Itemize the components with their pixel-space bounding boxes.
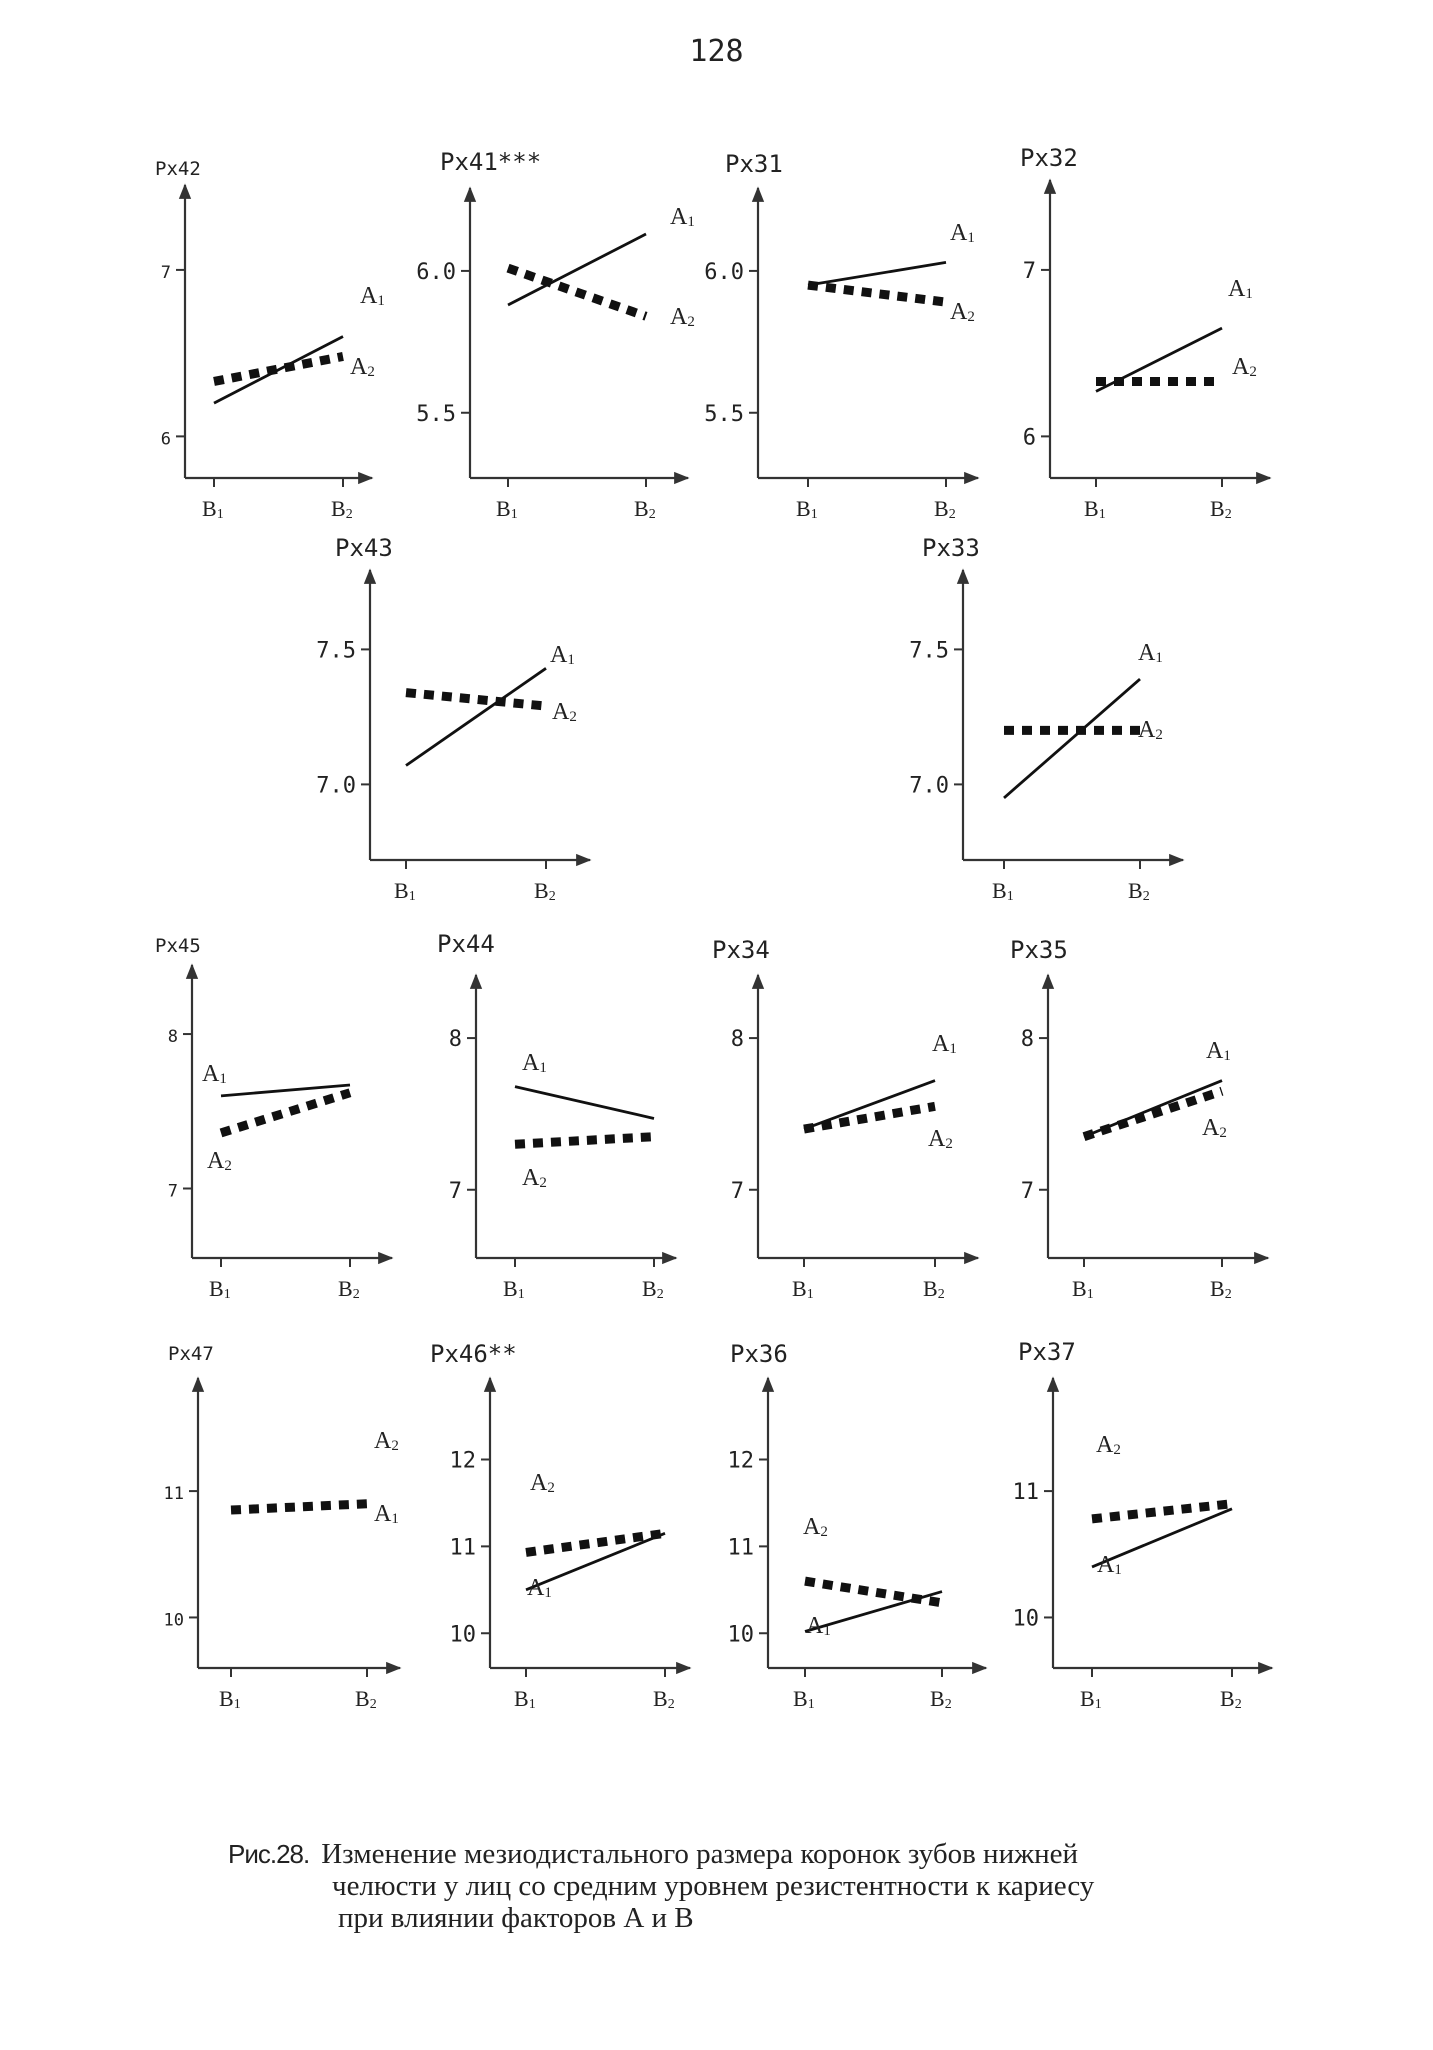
y-tick-label: 6.0	[704, 259, 744, 285]
series-label-a2: A2	[1138, 717, 1163, 743]
panel-title: Px45	[155, 935, 201, 957]
series-line-a2	[508, 268, 646, 316]
y-tick-label: 7	[1020, 1178, 1034, 1204]
series-label-a1: A1	[202, 1061, 227, 1087]
x-tick-label: B2	[338, 1276, 360, 1302]
y-tick-label: 10	[449, 1622, 476, 1648]
panel-title: Px37	[1018, 1338, 1076, 1366]
series-label-a2: A2	[1202, 1115, 1227, 1141]
y-tick-label: 12	[727, 1448, 754, 1474]
series-label-a2: A2	[207, 1148, 232, 1174]
panel-title: Px42	[155, 158, 201, 180]
series-label-a1: A1	[1138, 640, 1163, 666]
y-tick-label: 5.5	[416, 401, 456, 427]
x-tick-label: B2	[653, 1686, 675, 1712]
panel-title: Px41***	[440, 148, 542, 176]
panel-title: Px34	[712, 936, 770, 964]
panel-px32	[1020, 144, 1270, 522]
panel-px43	[316, 534, 590, 904]
x-tick-label: B1	[992, 878, 1014, 904]
y-tick-label: 8	[730, 1027, 744, 1053]
y-tick-label: 5.5	[704, 401, 744, 427]
series-label-a2: A2	[803, 1514, 828, 1540]
panel-px35	[1010, 936, 1268, 1302]
series-label-a1: A1	[950, 220, 975, 246]
series-label-a2: A2	[1096, 1432, 1121, 1458]
series-line-a2	[221, 1093, 350, 1133]
y-tick-label: 7.5	[316, 638, 356, 664]
y-tick-label: 11	[727, 1535, 754, 1561]
y-tick-label: 6	[1022, 425, 1036, 451]
panel-px44	[437, 930, 676, 1302]
x-tick-label: B1	[793, 1686, 815, 1712]
x-tick-label: B2	[1128, 878, 1150, 904]
panel-title: Px35	[1010, 936, 1068, 964]
panel-title: Px43	[335, 534, 393, 562]
series-line-a1	[1004, 679, 1140, 798]
y-tick-label: 7.0	[909, 773, 949, 799]
x-tick-label: B1	[202, 496, 224, 522]
x-tick-label: B2	[355, 1686, 377, 1712]
series-label-a2: A2	[670, 304, 695, 330]
series-line-a1	[214, 337, 343, 404]
series-label-a2: A2	[950, 299, 975, 325]
caption-line-2: челюсти у лиц со средним уровнем резистентности к кариесу	[332, 1870, 1095, 1902]
x-tick-label: B2	[1220, 1686, 1242, 1712]
x-tick-label: B1	[496, 496, 518, 522]
y-tick-label: 8	[448, 1027, 462, 1053]
series-label-a1: A1	[670, 204, 695, 230]
x-tick-label: B2	[934, 496, 956, 522]
series-label-a1: A1	[1206, 1038, 1231, 1064]
x-tick-label: B2	[634, 496, 656, 522]
series-label-a2: A2	[928, 1126, 953, 1152]
series-label-a1: A1	[1228, 276, 1253, 302]
series-line-a1	[808, 262, 946, 285]
series-line-a2	[805, 1581, 942, 1603]
y-tick-label: 11	[163, 1484, 184, 1505]
x-tick-label: B2	[642, 1276, 664, 1302]
panel-px37	[1013, 1338, 1273, 1712]
y-tick-label: 10	[727, 1622, 754, 1648]
panel-px47	[164, 1343, 400, 1712]
x-tick-label: B2	[331, 496, 353, 522]
y-tick-label: 6.0	[416, 259, 456, 285]
y-tick-label: 8	[1020, 1027, 1034, 1053]
figure-caption	[228, 1838, 1228, 1934]
page-number: 128	[689, 34, 744, 69]
x-tick-label: B2	[1210, 496, 1232, 522]
y-tick-label: 7.5	[909, 638, 949, 664]
panel-px46	[430, 1340, 690, 1712]
series-label-a1: A1	[932, 1031, 957, 1057]
panel-px42	[155, 158, 385, 522]
y-tick-label: 7	[1022, 258, 1036, 284]
series-line-a1	[526, 1533, 665, 1589]
y-tick-label: 12	[449, 1448, 476, 1474]
y-tick-label: 7	[730, 1178, 744, 1204]
y-tick-label: 7	[448, 1178, 462, 1204]
panel-px36	[728, 1340, 987, 1712]
x-tick-label: B1	[792, 1276, 814, 1302]
x-tick-label: B2	[534, 878, 556, 904]
panel-title: Px36	[730, 1340, 788, 1368]
series-label-a1: A1	[360, 283, 385, 309]
y-tick-label: 7	[167, 1181, 178, 1202]
panel-title: Px33	[922, 534, 980, 562]
series-label-a2: A2	[1232, 354, 1257, 380]
series-label-a2: A2	[350, 354, 375, 380]
series-label-a1: A1	[806, 1613, 831, 1639]
y-tick-label: 6	[160, 429, 171, 450]
series-label-a1: A1	[374, 1501, 399, 1527]
series-line-a2	[515, 1137, 654, 1145]
series-label-a2: A2	[530, 1470, 555, 1496]
x-tick-label: B2	[923, 1276, 945, 1302]
panel-title: Px47	[168, 1343, 214, 1365]
x-tick-label: B1	[394, 878, 416, 904]
series-label-a1: A1	[1097, 1552, 1122, 1578]
x-tick-label: B1	[1072, 1276, 1094, 1302]
x-tick-label: B1	[796, 496, 818, 522]
panel-title: Px46**	[430, 1340, 517, 1368]
series-label-a2: A2	[374, 1428, 399, 1454]
y-tick-label: 10	[1012, 1606, 1039, 1632]
x-tick-label: B1	[1080, 1686, 1102, 1712]
caption-prefix: Рис.28.	[228, 1839, 310, 1869]
y-tick-label: 7	[160, 262, 171, 283]
series-line-a2	[406, 693, 546, 707]
caption-line-1: Изменение мезиодистального размера коронок зубов нижней	[321, 1838, 1079, 1870]
x-tick-label: B1	[219, 1686, 241, 1712]
panel-title: Px31	[725, 150, 783, 178]
panel-title: Px32	[1020, 144, 1078, 172]
series-line-a2	[231, 1504, 367, 1510]
x-tick-label: B1	[209, 1276, 231, 1302]
series-label-a1: A1	[550, 642, 575, 668]
x-tick-label: B1	[1084, 496, 1106, 522]
series-line-a2	[808, 285, 946, 302]
y-tick-label: 11	[449, 1535, 476, 1561]
x-tick-label: B2	[1210, 1276, 1232, 1302]
x-tick-label: B1	[503, 1276, 525, 1302]
x-tick-label: B2	[930, 1686, 952, 1712]
panel-px33	[909, 534, 1183, 904]
series-label-a2: A2	[522, 1165, 547, 1191]
series-line-a1	[515, 1087, 654, 1119]
panel-px34	[712, 936, 978, 1302]
caption-line-3: при влиянии факторов А и В	[338, 1902, 694, 1934]
y-tick-label: 7.0	[316, 773, 356, 799]
series-label-a2: A2	[552, 699, 577, 725]
panel-title: Px44	[437, 930, 495, 958]
panel-px45	[155, 935, 392, 1302]
series-line-a2	[804, 1106, 935, 1129]
x-tick-label: B1	[514, 1686, 536, 1712]
y-tick-label: 10	[163, 1610, 184, 1631]
y-tick-label: 8	[167, 1027, 178, 1048]
series-label-a1: A1	[522, 1050, 547, 1076]
series-line-a1	[406, 668, 546, 765]
series-label-a1: A1	[527, 1575, 552, 1601]
panel-px41	[416, 148, 695, 522]
y-tick-label: 11	[1012, 1480, 1039, 1506]
panel-px31	[704, 150, 978, 522]
